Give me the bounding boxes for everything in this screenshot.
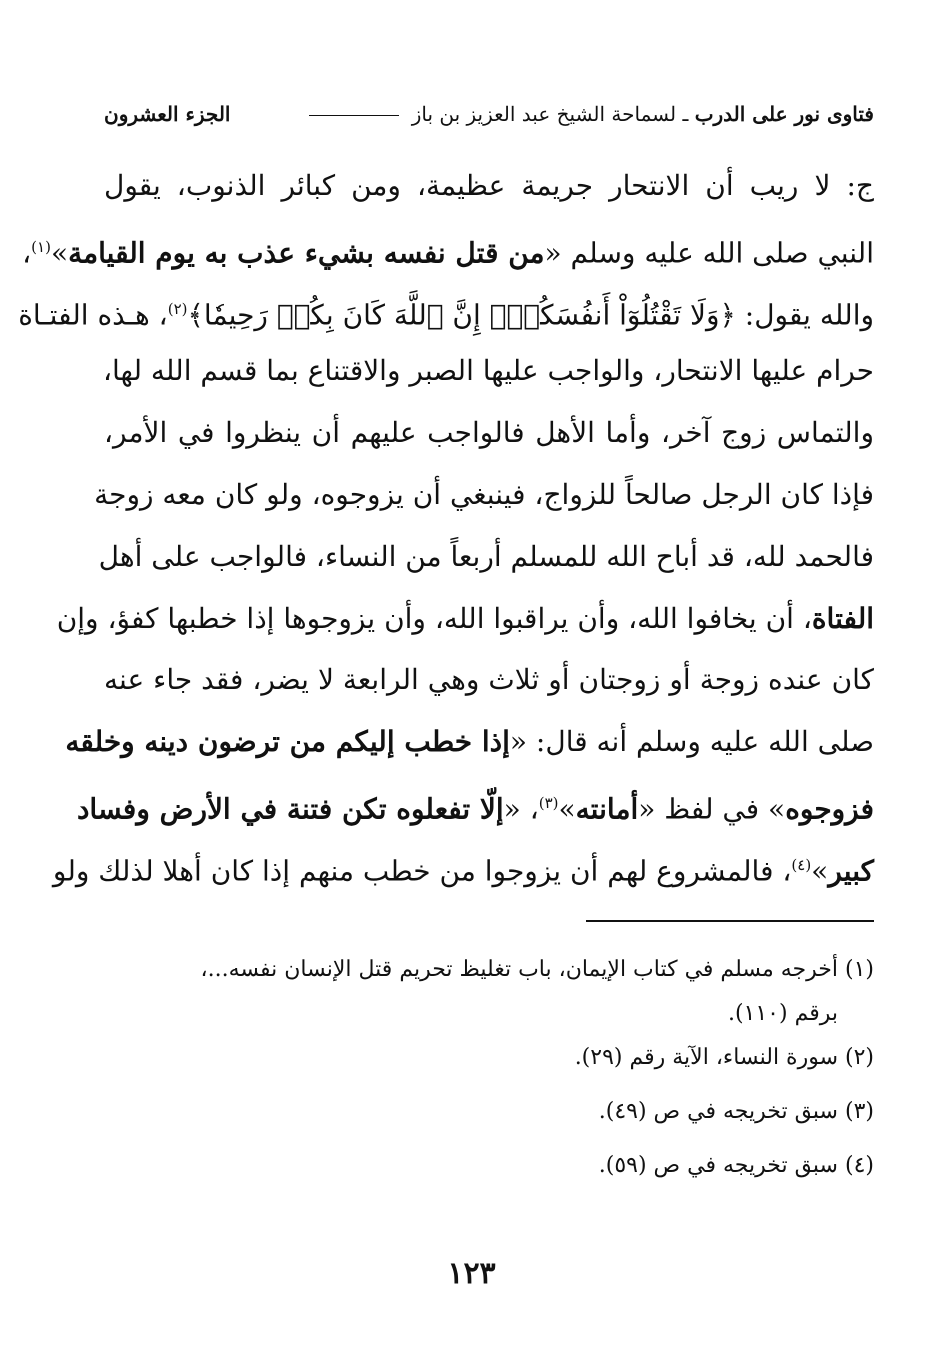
footnote-ref-2[interactable]: (٢)	[167, 299, 188, 318]
text-line-4	[104, 340, 874, 402]
text-line-7	[98, 526, 874, 588]
footnote-4: (٤) سبق تخريجه في ص (٥٩).	[598, 1153, 874, 1178]
text-line-5	[104, 402, 874, 464]
line-11-pre: » في لفظ «	[638, 792, 786, 826]
footnote-3: (٣) سبق تخريجه في ص (٤٩).	[598, 1099, 874, 1124]
line-3-pre: والله يقول: ﴿	[719, 297, 874, 331]
footnote-ref-1[interactable]: (١)	[31, 237, 51, 256]
book-title: فتاوى نور على الدرب	[694, 102, 874, 126]
text-line-12	[52, 835, 874, 897]
line-5-text: والتماس زوج آخر، وأما الأهل فالواجب عليهم أن ينظروا في الأمر،	[104, 416, 874, 450]
line-3-post: ﴾	[187, 297, 204, 331]
text-line-6	[94, 464, 874, 526]
header-title-group	[303, 102, 874, 126]
line-6-text: فإذا كان الرجل صالحاً للزواج، فينبغي أن يزوجوه، ولو كان معه زوجة	[94, 477, 874, 511]
line-9-text: كان عنده زوجة أو زوجتان أو ثلاث وهي الرابعة لا يضر، فقد جاء عنه	[104, 663, 874, 697]
line-2-tail: ،	[22, 236, 32, 270]
hadith-quote-3: إلّا تفعلوه تكن فتنة في الأرض وفساد	[76, 792, 504, 826]
hadith-quote-3-end: كبير	[828, 854, 874, 888]
header-author: ـ لسماحة الشيخ عبد العزيز بن باز	[411, 102, 689, 126]
line-2-pre: النبي صلى الله عليه وسلم «	[544, 236, 874, 270]
text-line-8	[56, 588, 874, 650]
text-line-11	[76, 773, 874, 835]
hadith-quote-2: إذا خطب إليكم من ترضون دينه وخلقه	[65, 725, 510, 759]
text-line-2	[22, 217, 874, 279]
footnote-ref-4[interactable]: (٤)	[791, 855, 812, 874]
line-7-text: فالحمد لله، قد أباح الله للمسلم أربعاً من النساء، فالواجب على أهل	[98, 539, 874, 573]
footnotes	[104, 948, 874, 1188]
volume-label: الجزء العشرون	[104, 102, 231, 126]
line-12-post: »	[811, 854, 829, 888]
hadith-quote-1: من قتل نفسه بشيء عذب به يوم القيامة	[68, 236, 545, 270]
hadith-variant: أمانته	[575, 792, 639, 826]
text-line-1	[104, 155, 874, 217]
text-line-10	[65, 711, 874, 773]
main-text	[18, 155, 874, 897]
text-line-9	[104, 649, 874, 711]
line-8-bold: الفتاة	[811, 601, 874, 635]
running-header	[104, 94, 874, 134]
line-8-text: ، أن يخافوا الله، وأن يراقبوا الله، وأن يزوجوها إذا خطبها كفؤ، وإن	[56, 601, 812, 635]
line-11-mid: ، «	[503, 792, 539, 826]
line-4-text: حرام عليها الانتحار، والواجب عليها الصبر والاقتناع بما قسم الله لها،	[102, 354, 874, 388]
footnote-separator	[586, 920, 874, 922]
footnote-ref-3[interactable]: (٣)	[538, 793, 559, 812]
footnote-2: (٢) سورة النساء، الآية رقم (٢٩).	[574, 1045, 874, 1070]
quran-verse: وَلَا تَقْتُلُوٓاْ أَنفُسَكُمۡۚ إِنَّ ٱللَّهَ كَانَ بِكُمۡ رَحِيمٗا	[203, 297, 720, 331]
line-10-pre: صلى الله عليه وسلم أنه قال: «	[509, 725, 874, 759]
line-2-post: »	[50, 236, 69, 270]
text-line-3	[18, 279, 874, 341]
page-number: ١٢٣	[447, 1256, 496, 1291]
footnote-1-cont: برقم (١١٠).	[727, 1001, 838, 1026]
header-rule	[309, 115, 399, 116]
line-11-post: »	[558, 792, 576, 826]
footnote-1: (١) أخرجه مسلم في كتاب الإيمان، باب تغليظ تحريم قتل الإنسان نفسه...،	[200, 957, 874, 982]
line-12-tail: ، فالمشروع لهم أن يزوجوا من خطب منهم إذا كان أهلا لذلك ولو	[52, 854, 792, 888]
hadith-quote-2-end: فزوجوه	[785, 792, 874, 826]
line-1-text: ج: لا ريب أن الانتحار جريمة عظيمة، ومن كبائر الذنوب، يقول	[104, 169, 874, 202]
line-3-tail: ، هـذه الفتـاة	[18, 297, 168, 331]
